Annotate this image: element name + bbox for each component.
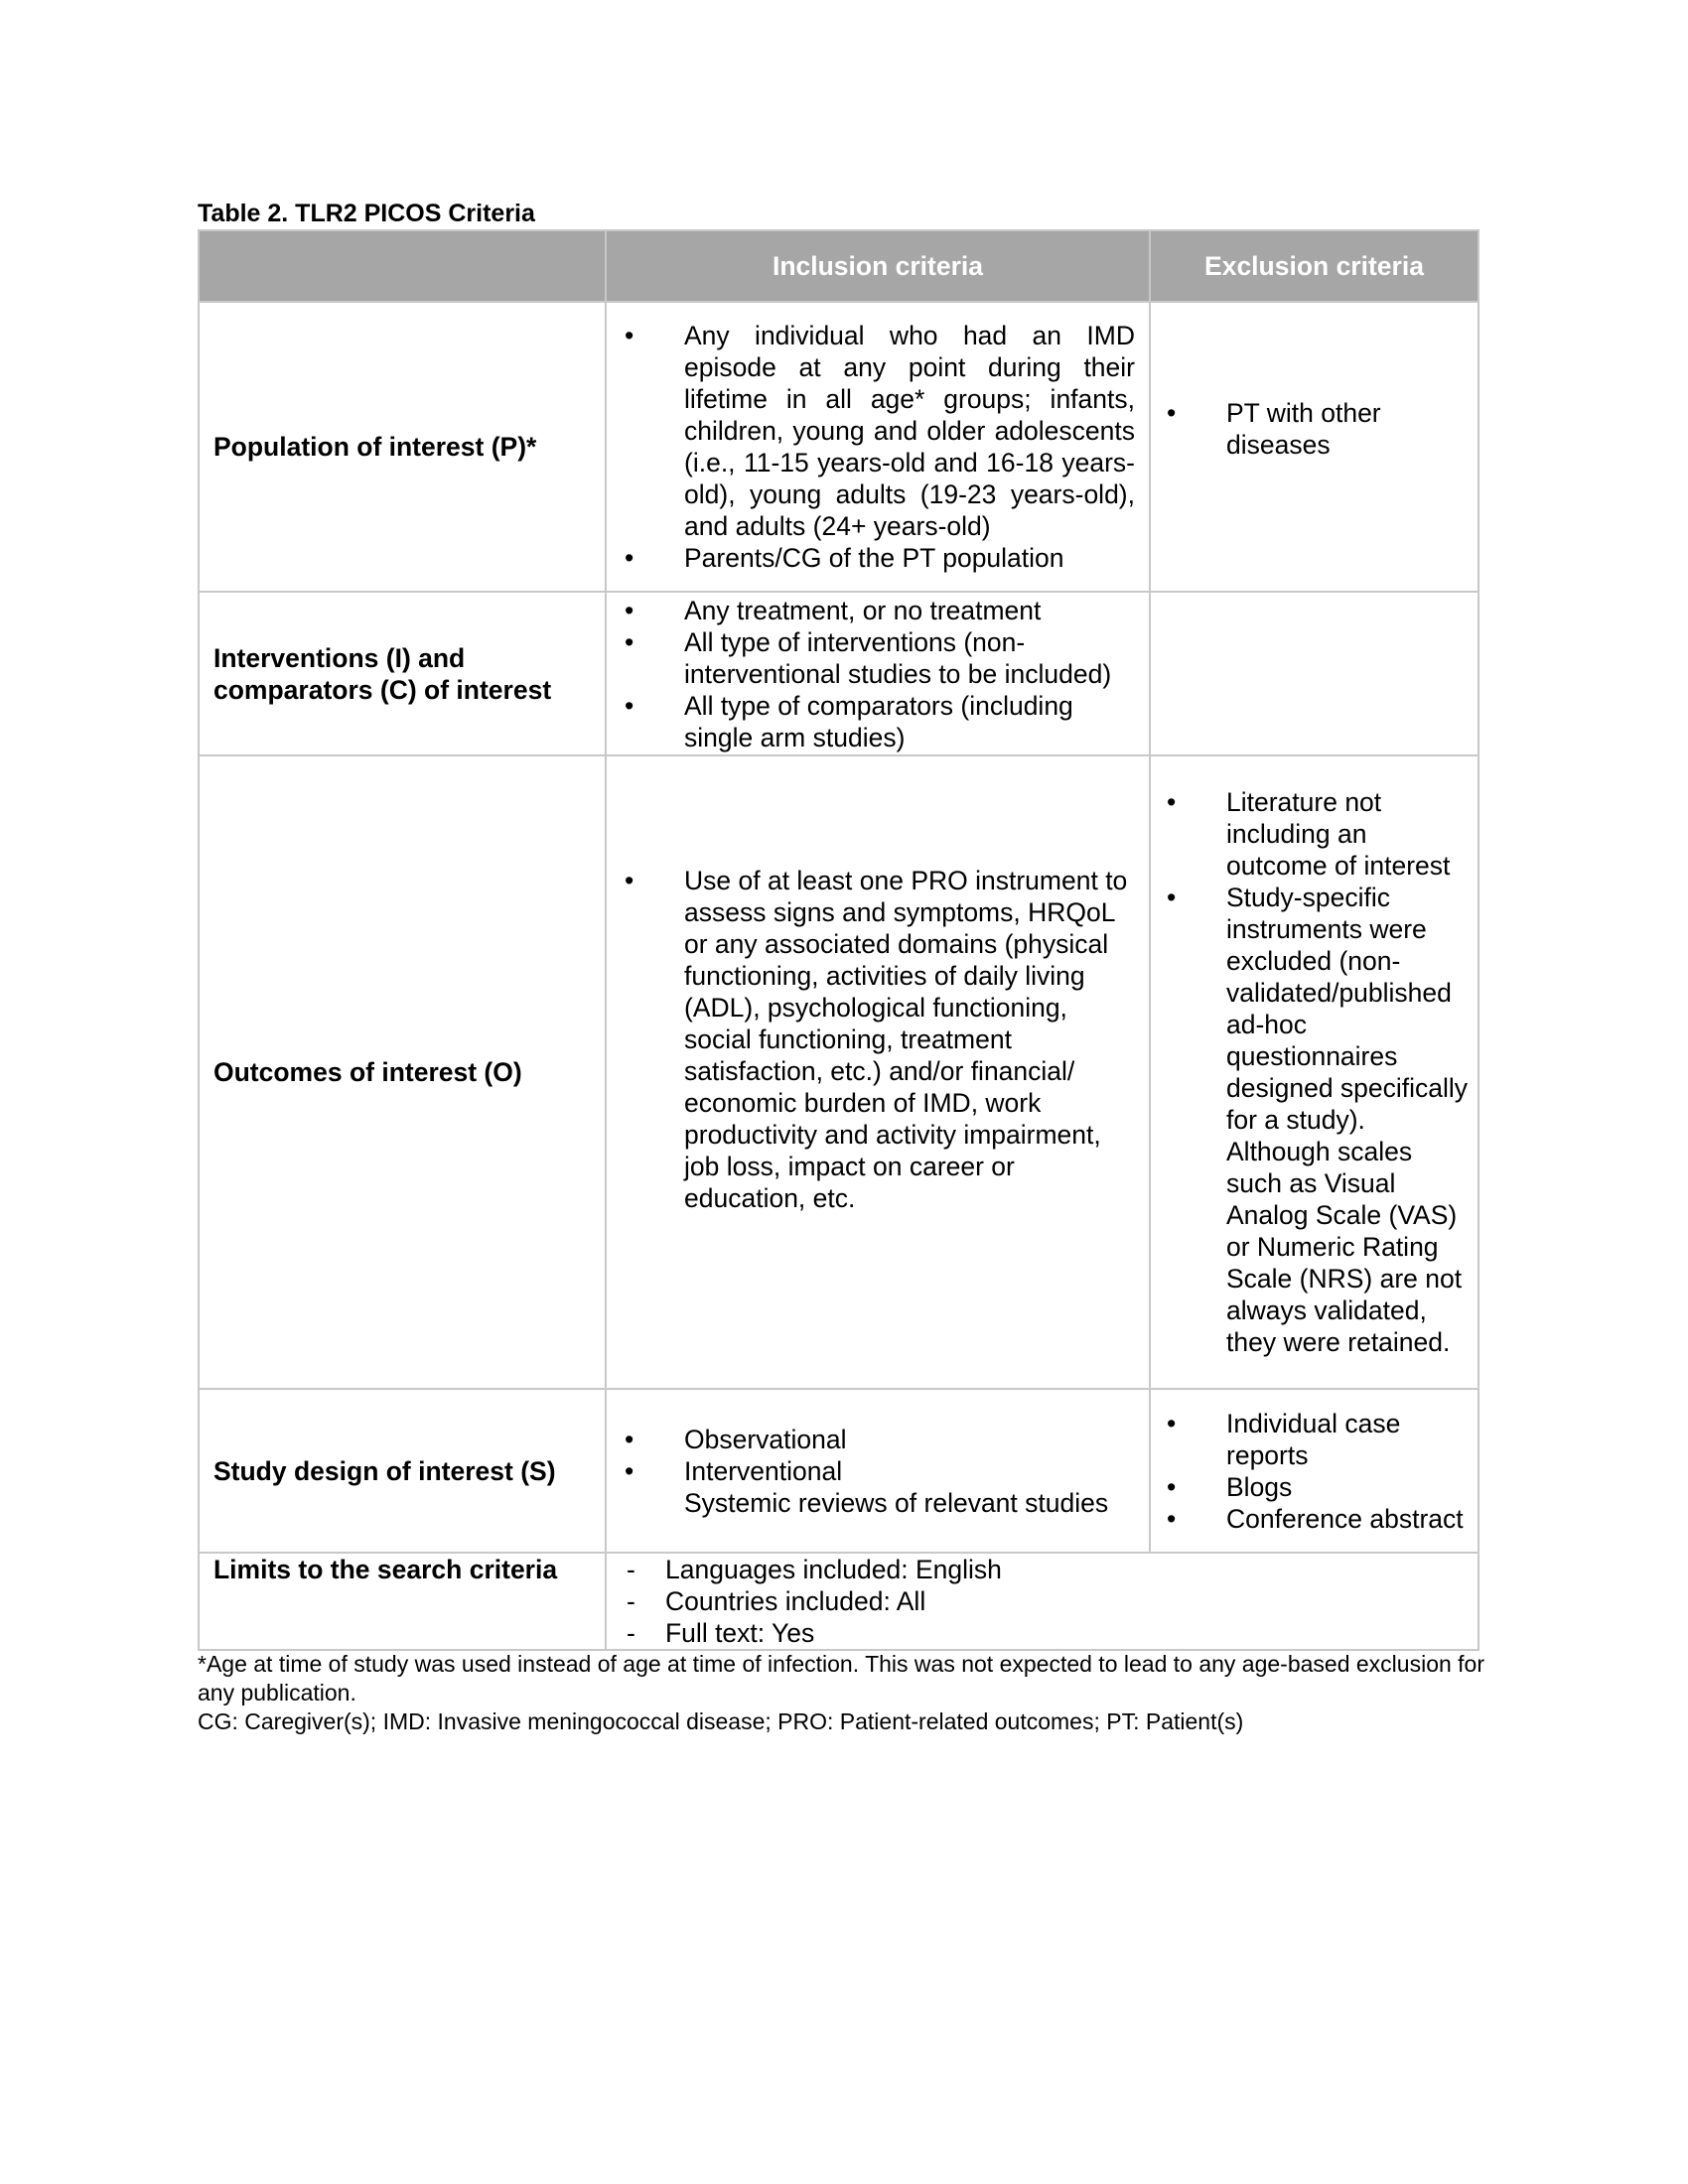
cell-interventions-inclusion — [606, 592, 1150, 755]
footnote-age: *Age at time of study was used instead of age at time of infection. This was not expected to lead to any age-based exclusion for any publication. — [198, 1651, 1485, 1706]
row-label-outcomes: Outcomes of interest (O) — [199, 755, 606, 1389]
list-item: Systemic reviews of relevant studies — [684, 1487, 1109, 1518]
cell-study-design-exclusion — [1150, 1389, 1478, 1553]
list-item: • Individual case reports — [1151, 1408, 1477, 1471]
cell-outcomes-exclusion — [1150, 755, 1478, 1389]
cell-population-inclusion — [606, 302, 1150, 592]
list-item: • Observational — [607, 1424, 1149, 1455]
picos-table — [198, 229, 1479, 1651]
row-limits — [199, 1553, 1478, 1650]
list-item: • All type of comparators (including single arm studies) — [607, 690, 1149, 753]
row-label-limits: Limits to the search criteria — [199, 1553, 606, 1650]
table-header-row — [199, 230, 1478, 302]
cell-interventions-exclusion — [1150, 592, 1478, 755]
cell-outcomes-inclusion — [606, 755, 1150, 1389]
list-item: - Full text: Yes — [607, 1617, 1477, 1649]
list-item: • Blogs — [1151, 1471, 1477, 1503]
row-study-design — [199, 1389, 1478, 1553]
header-inclusion: Inclusion criteria — [606, 230, 1150, 302]
list-item: • Parents/CG of the PT population — [607, 542, 1149, 574]
footnote-abbreviations: CG: Caregiver(s); IMD: Invasive meningococcal disease; PRO: Patient-related outcomes; PT: Patient(s) — [198, 1708, 1244, 1734]
row-outcomes — [199, 755, 1478, 1389]
list-item: • Literature not including an outcome of interest — [1151, 786, 1477, 882]
table-title: Table 2. TLR2 PICOS Criteria — [198, 200, 535, 227]
list-item: • Study-specific instruments were excluded (non-validated/published ad-hoc questionnaires designed specifically for a study). Although scales such as Visual Analog Scale (VAS) or Numeric Rating Scale (NRS) are not always validated, they were retained. — [1151, 882, 1477, 1358]
table-footnotes — [198, 1650, 1488, 1736]
list-item: • Use of at least one PRO instrument to assess signs and symptoms, HRQoL or any associated domains (physical functioning, activities of daily living (ADL), psychological functioning, social functioning, treatment satisfaction, etc.) and/or financial/ economic burden of IMD, work productivity and activity impairment, job loss, impact on career or education, etc. — [607, 865, 1149, 1214]
row-label-interventions: Interventions (I) and comparators (C) of interest — [199, 592, 606, 755]
list-item: - Countries included: All — [607, 1585, 1477, 1617]
list-item: • Interventional — [607, 1455, 1149, 1487]
header-blank-cell — [199, 230, 606, 302]
cell-population-exclusion — [1150, 302, 1478, 592]
list-item: • All type of interventions (non-interventional studies to be included) — [607, 626, 1149, 690]
row-label-population: Population of interest (P)* — [199, 302, 606, 592]
row-population — [199, 302, 1478, 592]
cell-study-design-inclusion — [606, 1389, 1150, 1553]
cell-limits — [606, 1553, 1478, 1650]
row-interventions — [199, 592, 1478, 755]
list-item: • Any individual who had an IMD episode at any point during their lifetime in all age* groups; infants, children, young and older adolescents (i.e., 11-15 years-old and 16-18 years-old), young adults (19-23 years-old), and adults (24+ years-old) — [607, 320, 1149, 542]
list-item: - Languages included: English — [607, 1554, 1477, 1585]
list-item: • Any treatment, or no treatment — [607, 595, 1149, 626]
row-label-study-design: Study design of interest (S) — [199, 1389, 606, 1553]
list-item: • PT with other diseases — [1151, 397, 1477, 461]
header-exclusion: Exclusion criteria — [1150, 230, 1478, 302]
list-item: • Conference abstract — [1151, 1503, 1477, 1535]
